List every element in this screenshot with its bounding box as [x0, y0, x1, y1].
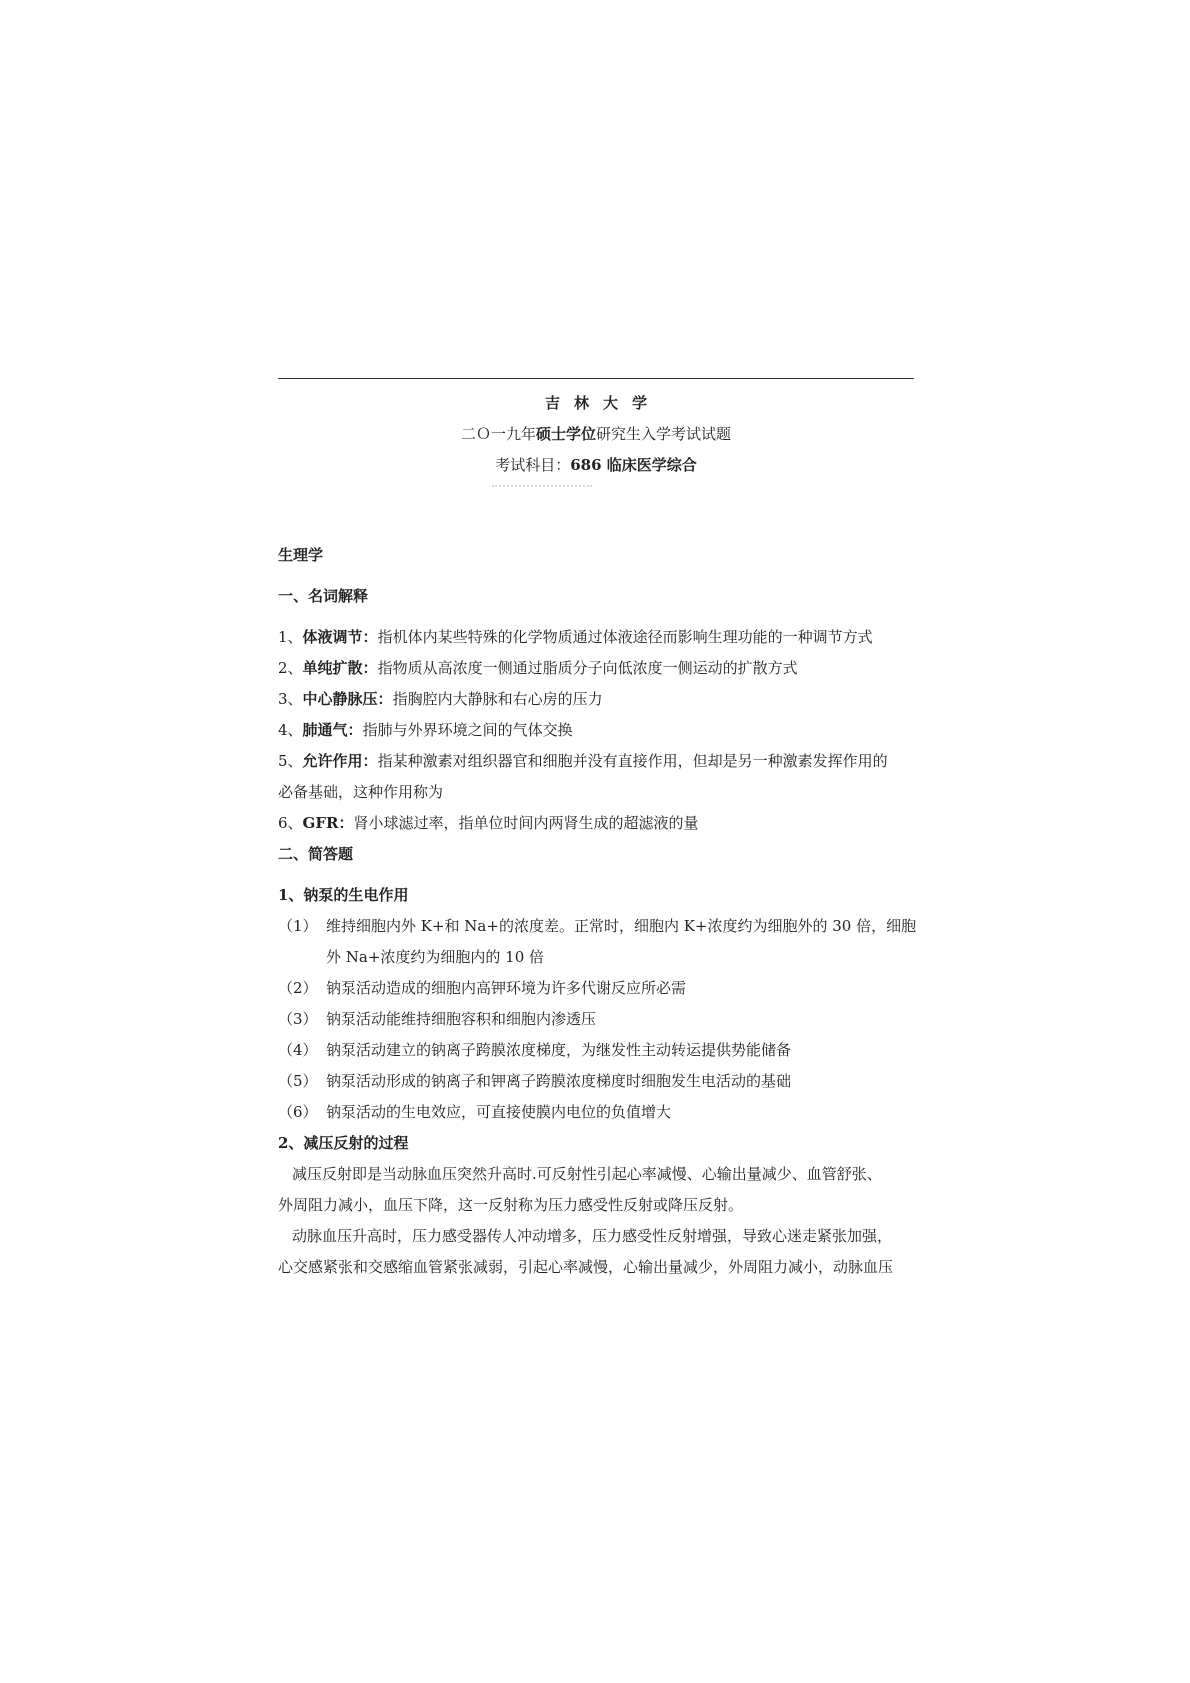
definition-text: 指胸腔内大静脉和右心房的压力: [392, 690, 603, 708]
definition-text: 指物质从高浓度一侧通过脂质分子向低浓度一侧运动的扩散方式: [377, 659, 798, 677]
answer-item: （2） 钠泵活动造成的细胞内高钾环境为许多代谢反应所必需: [278, 979, 687, 997]
question-title: 2、减压反射的过程: [278, 1134, 409, 1152]
definition-term: GFR：: [302, 814, 354, 832]
answer-item: （1） 维持细胞内外 K+和 Na+的浓度差。正常时，细胞内 K+浓度约为细胞外的 30 倍，细胞: [278, 917, 917, 935]
answer-continuation: 外 Na+浓度约为细胞内的 10 倍: [326, 948, 545, 966]
subject-label: 考试科目：: [495, 456, 571, 474]
definition-term: 体液调节：: [302, 628, 378, 646]
exam-year-line: [278, 424, 914, 444]
degree-type: 硕士学位: [535, 425, 596, 443]
definition-item: 3、中心静脉压：指胸腔内大静脉和右心房的压力: [278, 690, 603, 708]
section-title: 生理学: [278, 546, 324, 564]
part1-heading: 一、名词解释: [278, 587, 369, 605]
definition-item: 4、肺通气：指肺与外界环境之间的气体交换: [278, 721, 573, 739]
part2-heading: 二、简答题: [278, 845, 354, 863]
paragraph-line: 心交感紧张和交感缩血管紧张减弱，引起心率减慢，心输出量减少，外周阻力减小，动脉血压: [278, 1258, 894, 1276]
year-prefix: 二Ｏ一九年: [460, 425, 536, 443]
question-title: 1、钠泵的生电作用: [278, 886, 409, 904]
paragraph-line: 外周阻力减小，血压下降，这一反射称为压力感受性反射或降压反射。: [278, 1196, 744, 1214]
faded-line: [492, 485, 592, 491]
paragraph-line: 动脉血压升高时，压力感受器传人冲动增多，压力感受性反射增强，导致心迷走紧张加强，: [292, 1227, 893, 1245]
definition-text: 指肺与外界环境之间的气体交换: [362, 721, 573, 739]
answer-item: （6） 钠泵活动的生电效应，可直接使膜内电位的负值增大: [278, 1103, 672, 1121]
definition-continuation: 必备基础，这种作用称为: [278, 783, 444, 801]
definition-item: 5、允许作用：指某种激素对组织器官和细胞并没有直接作用，但却是另一种激素发挥作用的: [278, 752, 888, 770]
answer-item: （4） 钠泵活动建立的钠离子跨膜浓度梯度，为继发性主动转运提供势能储备: [278, 1041, 792, 1059]
definition-term: 允许作用：: [302, 752, 378, 770]
definition-term: 单纯扩散：: [302, 659, 378, 677]
answer-item: （5） 钠泵活动形成的钠离子和钾离子跨膜浓度梯度时细胞发生电活动的基础: [278, 1072, 792, 1090]
definition-term: 肺通气：: [302, 721, 363, 739]
header-rule: [278, 378, 914, 379]
document-body: [278, 540, 918, 1283]
definition-item: 2、单纯扩散：指物质从高浓度一侧通过脂质分子向低浓度一侧运动的扩散方式: [278, 659, 798, 677]
definition-text: 肾小球滤过率，指单位时间内两肾生成的超滤液的量: [353, 814, 699, 832]
definition-term: 中心静脉压：: [302, 690, 393, 708]
subject-value: 686 临床医学综合: [570, 456, 697, 474]
university-name: 吉林大学: [544, 394, 661, 412]
definition-text: 指机体内某些特殊的化学物质通过体液途径而影响生理功能的一种调节方式: [377, 628, 873, 646]
paragraph-line: 减压反射即是当动脉血压突然升高时.可反射性引起心率减慢、心输出量减少、血管舒张、: [292, 1165, 882, 1183]
definition-item: 1、体液调节：指机体内某些特殊的化学物质通过体液途径而影响生理功能的一种调节方式: [278, 628, 873, 646]
exam-subject-line: [278, 455, 914, 475]
exam-title: 研究生入学考试试题: [596, 425, 732, 443]
definition-item: 6、GFR：肾小球滤过率，指单位时间内两肾生成的超滤液的量: [278, 814, 699, 832]
answer-item: （3） 钠泵活动能维持细胞容积和细胞内渗透压: [278, 1010, 597, 1028]
definition-text: 指某种激素对组织器官和细胞并没有直接作用，但却是另一种激素发挥作用的: [377, 752, 888, 770]
